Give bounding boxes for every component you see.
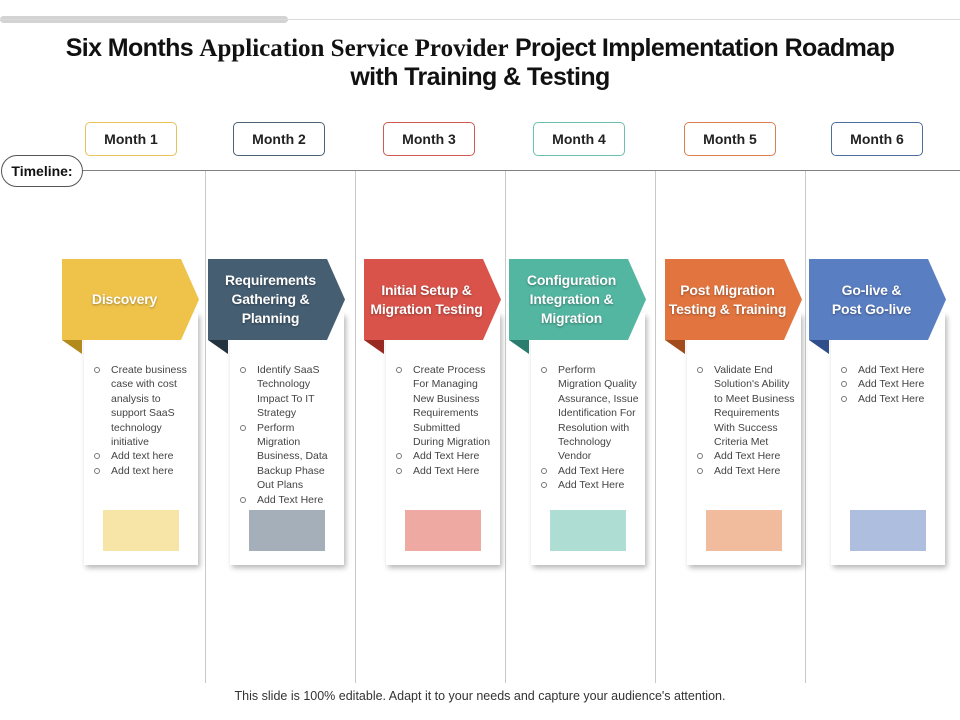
task-item: Validate End Solution's Ability to Meet Business Requirements With Success Criteria Met	[694, 363, 795, 449]
task-item: Add Text Here	[694, 464, 795, 478]
phase-title	[208, 259, 333, 340]
month-box-6: Month 6	[831, 122, 923, 156]
month-box-4: Month 4	[533, 122, 625, 156]
arrow-fold	[62, 340, 82, 354]
phase-banner-2	[208, 259, 345, 354]
phase-title-line: Migration Testing	[370, 300, 483, 317]
phase-title	[509, 259, 634, 340]
title-part-1: Six Months	[65, 34, 194, 62]
task-item: Add Text Here	[393, 449, 494, 463]
color-swatch	[405, 510, 481, 551]
task-list	[393, 363, 494, 478]
column-divider	[205, 171, 206, 683]
color-swatch	[850, 510, 926, 551]
column-divider	[355, 171, 356, 683]
arrow-fold	[364, 340, 384, 354]
month-box-2: Month 2	[233, 122, 325, 156]
top-rule	[0, 19, 960, 20]
color-swatch	[706, 510, 782, 551]
phase-title-line: Gathering &	[231, 291, 310, 307]
column-divider	[655, 171, 656, 683]
task-item: Identify SaaS Technology Impact To IT Strategy	[237, 363, 338, 421]
task-list	[538, 363, 639, 493]
phase-banner-5	[665, 259, 802, 354]
month-box-3: Month 3	[383, 122, 475, 156]
phase-title	[665, 259, 790, 340]
task-item: Add Text Here	[393, 464, 494, 478]
phase-banner-3	[364, 259, 501, 354]
task-item: Add Text Here	[538, 464, 639, 478]
phase-title-line: Planning	[241, 310, 300, 326]
phase-title-line: Integration &	[529, 291, 614, 307]
title-part-3: Project Implementation Roadmap	[514, 34, 895, 62]
title-line-2: with Training & Testing	[350, 63, 610, 91]
arrow-fold	[809, 340, 829, 354]
phase-title-line: Go-live &	[841, 281, 902, 298]
color-swatch	[103, 510, 179, 551]
phase-title	[62, 259, 187, 340]
phase-title	[364, 259, 489, 340]
phase-banner-4	[509, 259, 646, 354]
task-item: Add text here	[91, 464, 192, 478]
month-box-5: Month 5	[684, 122, 776, 156]
phase-title-line: Migration	[540, 310, 603, 326]
phase-title-line: Initial Setup &	[381, 281, 472, 298]
task-item: Add Text Here	[838, 363, 939, 377]
task-list	[237, 363, 338, 507]
arrow-fold	[208, 340, 228, 354]
title-part-2: Application Service Provider	[199, 35, 509, 62]
task-item: Create Process For Managing New Business Requirements Submitted During Migration	[393, 363, 494, 449]
column-divider	[805, 171, 806, 683]
month-box-1: Month 1	[85, 122, 177, 156]
phase-title	[809, 259, 934, 340]
page-title	[40, 34, 920, 92]
task-item: Perform Migration Quality Assurance, Issue Identification For Resolution with Technology Vendor	[538, 363, 639, 464]
timeline-line	[40, 170, 960, 171]
phase-banner-6	[809, 259, 946, 354]
footer-note: This slide is 100% editable. Adapt it to your needs and capture your audience's attention.	[234, 689, 726, 703]
phase-title-line: Configuration	[526, 272, 617, 288]
task-list	[694, 363, 795, 478]
task-list	[91, 363, 192, 478]
column-divider	[505, 171, 506, 683]
arrow-fold	[665, 340, 685, 354]
phase-title-line: Discovery	[91, 291, 158, 307]
task-item: Add Text Here	[538, 478, 639, 492]
phase-title-line: Post Go-live	[831, 300, 912, 317]
task-item: Add Text Here	[237, 493, 338, 507]
timeline-label: Timeline:	[1, 155, 83, 187]
task-item: Create business case with cost analysis to support SaaS technology initiative	[91, 363, 192, 449]
task-list	[838, 363, 939, 406]
phase-title-line: Requirements	[225, 272, 316, 288]
task-item: Perform Migration Business, Data Backup Phase Out Plans	[237, 421, 338, 493]
color-swatch	[249, 510, 325, 551]
task-item: Add Text Here	[838, 392, 939, 406]
color-swatch	[550, 510, 626, 551]
phase-banner-1	[62, 259, 199, 354]
task-item: Add Text Here	[838, 377, 939, 391]
phase-title-line: Post Migration	[680, 281, 775, 298]
task-item: Add text here	[91, 449, 192, 463]
task-item: Add Text Here	[694, 449, 795, 463]
phase-title-line: Testing & Training	[668, 300, 787, 317]
arrow-fold	[509, 340, 529, 354]
